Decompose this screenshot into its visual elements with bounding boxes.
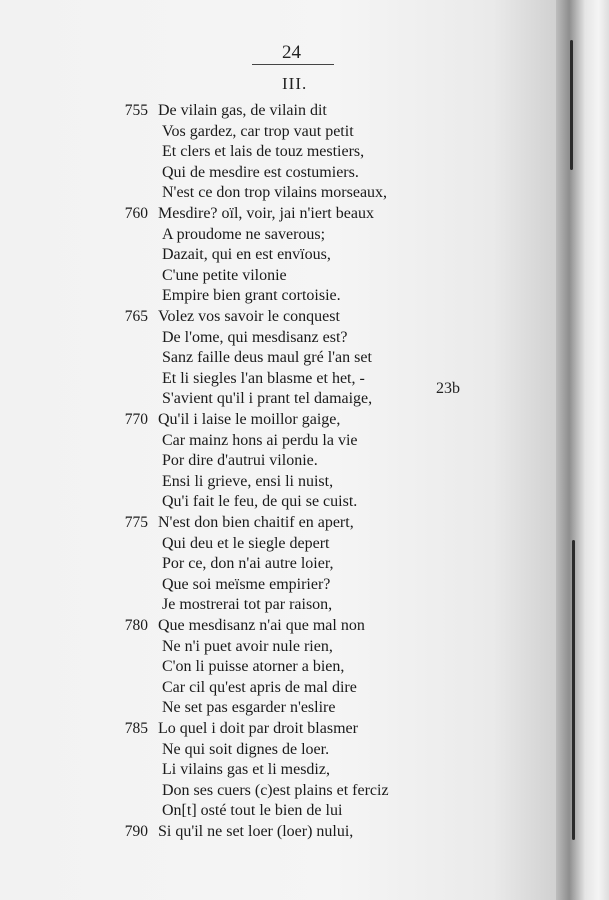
verse-text: Ne n'i puet avoir nule rien, <box>162 637 333 655</box>
line-number: 755 <box>124 102 148 119</box>
verse-text: A proudome ne saverous; <box>162 225 326 243</box>
book-spine <box>556 0 609 900</box>
verse-text: Je mostrerai tot par raison, <box>162 596 333 614</box>
verse-line <box>0 390 470 410</box>
verse-text: N'est ce don trop vilains morseaux, <box>162 184 388 202</box>
verse-line <box>0 411 470 431</box>
line-number: 780 <box>124 617 148 634</box>
verse-text: N'est don bien chaitif en apert, <box>158 514 354 531</box>
verse-text: On[t] osté tout le bien de lui <box>162 802 343 820</box>
verse-line <box>0 432 470 452</box>
verse-text: Por ce, don n'ai autre loier, <box>162 555 334 573</box>
verse-text: Qu'i fait le feu, de qui se cuist. <box>162 493 358 511</box>
verse-text: Vos gardez, car trop vaut petit <box>162 122 354 140</box>
verse-text: Dazait, qui en est envïous, <box>162 246 331 264</box>
verse-line <box>0 514 470 534</box>
verse-text: Et li siegles l'an blasme et het, - <box>162 369 365 387</box>
verse-line <box>0 164 470 184</box>
verse-text: Volez vos savoir le conquest <box>158 308 340 325</box>
verse-line <box>0 143 470 163</box>
verse-text: S'avient qu'il i prant tel damaige, <box>162 390 373 408</box>
verse-text: Si qu'il ne set loer (loer) nului, <box>158 823 354 840</box>
verse-text: Sanz faille deus maul gré l'an set <box>162 349 372 367</box>
verse-line <box>0 349 470 369</box>
verse-text: Ne set pas esgarder n'eslire <box>162 699 336 717</box>
verse-line <box>0 535 470 555</box>
verse-line <box>0 102 470 122</box>
verse-line <box>0 329 470 349</box>
verse-text: Por dire d'autrui vilonie. <box>162 452 318 470</box>
verse-text: Qui deu et le siegle depert <box>162 534 330 552</box>
spine-thread <box>572 540 575 840</box>
verse-text: Don ses cuers (c)est plains et ferciz <box>162 781 389 799</box>
verse-line <box>0 493 470 513</box>
line-number: 785 <box>124 720 148 737</box>
page-number: 24 <box>282 42 301 63</box>
verse-line <box>0 370 470 390</box>
verse-line <box>0 658 470 678</box>
verse-line <box>0 617 470 637</box>
spine-thread <box>570 40 573 170</box>
line-number: 765 <box>124 308 148 325</box>
header-rule <box>252 64 334 65</box>
verse-text: Li vilains gas et li mesdiz, <box>162 761 330 779</box>
verse-line <box>0 555 470 575</box>
verse-line <box>0 473 470 493</box>
line-number: 775 <box>124 514 148 531</box>
verse-text: Que mesdisanz n'ai que mal non <box>158 617 365 634</box>
verse-line <box>0 287 470 307</box>
verse-line <box>0 246 470 266</box>
verse-text: Car mainz hons ai perdu la vie <box>162 431 358 449</box>
verse-line <box>0 226 470 246</box>
verse-text: C'une petite vilonie <box>162 266 287 284</box>
verse-line <box>0 720 470 740</box>
verse-line <box>0 679 470 699</box>
verse-line <box>0 267 470 287</box>
verse-text: Qui de mesdire est costumiers. <box>162 163 359 181</box>
verse-text: De l'ome, qui mesdisanz est? <box>162 328 348 346</box>
line-number: 770 <box>124 411 148 428</box>
line-number: 790 <box>124 823 148 840</box>
verse-text: Lo quel i doit par droit blasmer <box>158 720 358 737</box>
verse-line <box>0 308 470 328</box>
line-number: 760 <box>124 205 148 222</box>
verse-text: Et clers et lais de touz mestiers, <box>162 143 365 161</box>
verse-line <box>0 184 470 204</box>
verse-line <box>0 576 470 596</box>
verse-text: Qu'il i laise le moillor gaige, <box>158 411 341 428</box>
verse-line <box>0 802 470 822</box>
verse-text: C'on li puisse atorner a bien, <box>162 658 345 676</box>
verse-line <box>0 596 470 616</box>
verse-line <box>0 205 470 225</box>
verse-text: Ensi li grieve, ensi li nuist, <box>162 472 334 490</box>
verse-line <box>0 452 470 472</box>
section-heading: III. <box>282 74 308 93</box>
verse-text: Que soi meïsme empirier? <box>162 575 331 593</box>
verse-line <box>0 638 470 658</box>
verse-text: Empire bien grant cortoisie. <box>162 287 341 305</box>
verse-line <box>0 823 470 843</box>
verse-line <box>0 761 470 781</box>
verse-line <box>0 699 470 719</box>
verse-text: Car cil qu'est apris de mal dire <box>162 678 357 696</box>
verse-line <box>0 741 470 761</box>
verse-text: De vilain gas, de vilain dit <box>158 102 327 119</box>
verse-text: Mesdire? oïl, voir, jai n'iert beaux <box>158 205 374 222</box>
verse-text: Ne qui soit dignes de loer. <box>162 740 330 758</box>
verse-line <box>0 123 470 143</box>
margin-folio-note: 23b <box>436 380 460 397</box>
verse-line <box>0 782 470 802</box>
